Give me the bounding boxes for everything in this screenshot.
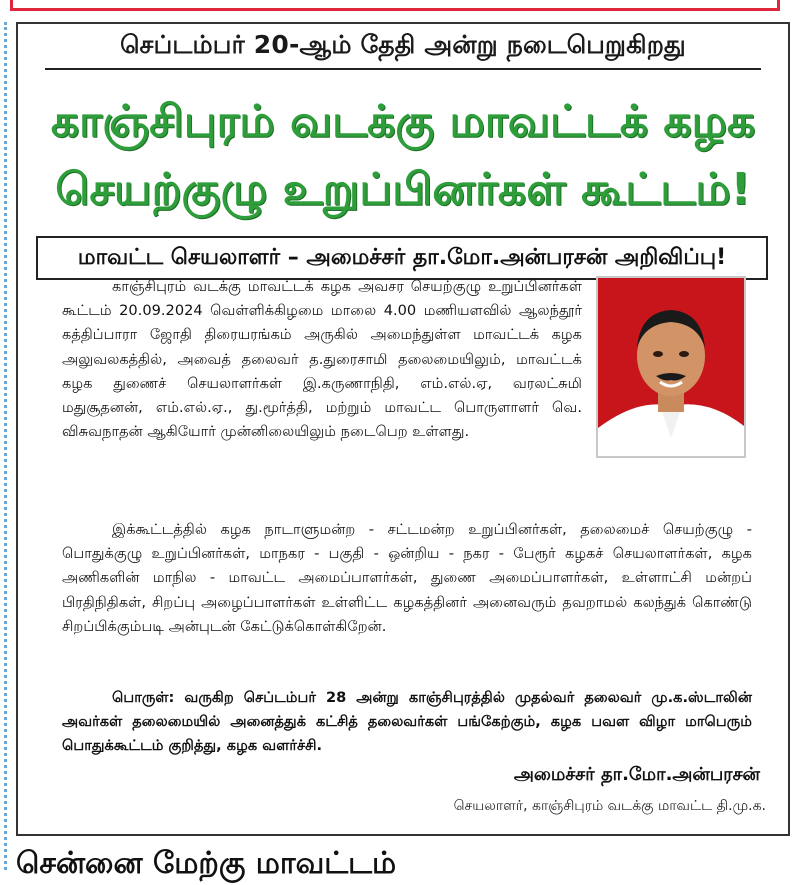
portrait-illustration xyxy=(598,278,744,456)
kicker-underline xyxy=(45,68,761,70)
next-article-headline: சென்னை மேற்கு மாவட்டம் xyxy=(16,846,397,881)
portrait-photo xyxy=(596,276,746,458)
headline-line-1: காஞ்சிபுரம் வடக்கு மாவட்டக் கழக xyxy=(50,96,756,147)
paragraph-meeting-details: காஞ்சிபுரம் வடக்கு மாவட்டக் கழக அவசர செயற்குழு உறுப்பினர்கள் கூட்டம் 20.09.2024 வெள்ளிக்கிழமை மாலை 4.00 மணியளவில் ஆலந்தூர் கத்திப்பாரா ஜோதி திரையரங்கம் அருகில் அமைந்துள்ள மாவட்டக் கழக அலுவலகத்தில், அவைத் தலைவர் த.துரைசாமி தலைமையிலும், மாவட்டக் கழக துணைச் செயலாளர்கள் இ.கருணாநிதி, எம்.எல்.ஏ, வரலட்சுமி மதுசூதனன், எம்.எல்.ஏ., து.மூர்த்தி, மற்றும் மாவட்ட பொருளாளர் வெ. விசுவநாதன் ஆகியோர் முன்னிலையிலும் நடைபெற உள்ளது. xyxy=(62,278,582,441)
headline-line-2: செயற்குழு உறுப்பினர்கள் கூட்டம்! xyxy=(55,164,751,215)
dotted-column-rule xyxy=(4,22,7,870)
previous-article-frame xyxy=(10,0,780,11)
article-kicker: செப்டம்பர் 20-ஆம் தேதி அன்று நடைபெறுகிறது xyxy=(120,30,686,59)
subheadline-box: மாவட்ட செயலாளர் – அமைச்சர் தா.மோ.அன்பரசன் அறிவிப்பு! xyxy=(36,236,768,280)
signature-name: அமைச்சர் தா.மோ.அன்பரசன் xyxy=(513,764,760,785)
signature-title: செயலாளர், காஞ்சிபுரம் வடக்கு மாவட்ட தி.மு.க. xyxy=(453,798,766,814)
paragraph-invitees: இக்கூட்டத்தில் கழக நாடாளுமன்ற - சட்டமன்ற உறுப்பினர்கள், தலைமைச் செயற்குழு - பொதுக்குழு உறுப்பினர்கள், மாநகர - பகுதி - ஒன்றிய - நகர - பேரூர் கழகச் செயலாளர்கள், கழக அணிகளின் மாநில - மாவட்ட அமைப்பாளர்கள், துணை அமைப்பாளர்கள், உள்ளாட்சி மன்றப் பிரதிநிதிகள், சிறப்பு அழைப்பாளர்கள் உள்ளிட்ட கழகத்தினர் அனைவரும் தவறாமல் கலந்துக் கொண்டு சிறப்பிக்கும்படி அன்புடன் கேட்டுக்கொள்கிறேன். xyxy=(62,521,752,635)
paragraph-agenda: பொருள்: வருகிற செப்டம்பர் 28 அன்று காஞ்சிபுரத்தில் முதல்வர் தலைவர் மு.க.ஸ்டாலின் அவர்கள் தலைமையில் அனைத்துக் கட்சித் தலைவர்கள் பங்கேற்கும், கழக பவள விழா மாபெரும் பொதுக்கூட்டம் குறித்து, கழக வளர்ச்சி. xyxy=(62,689,752,755)
